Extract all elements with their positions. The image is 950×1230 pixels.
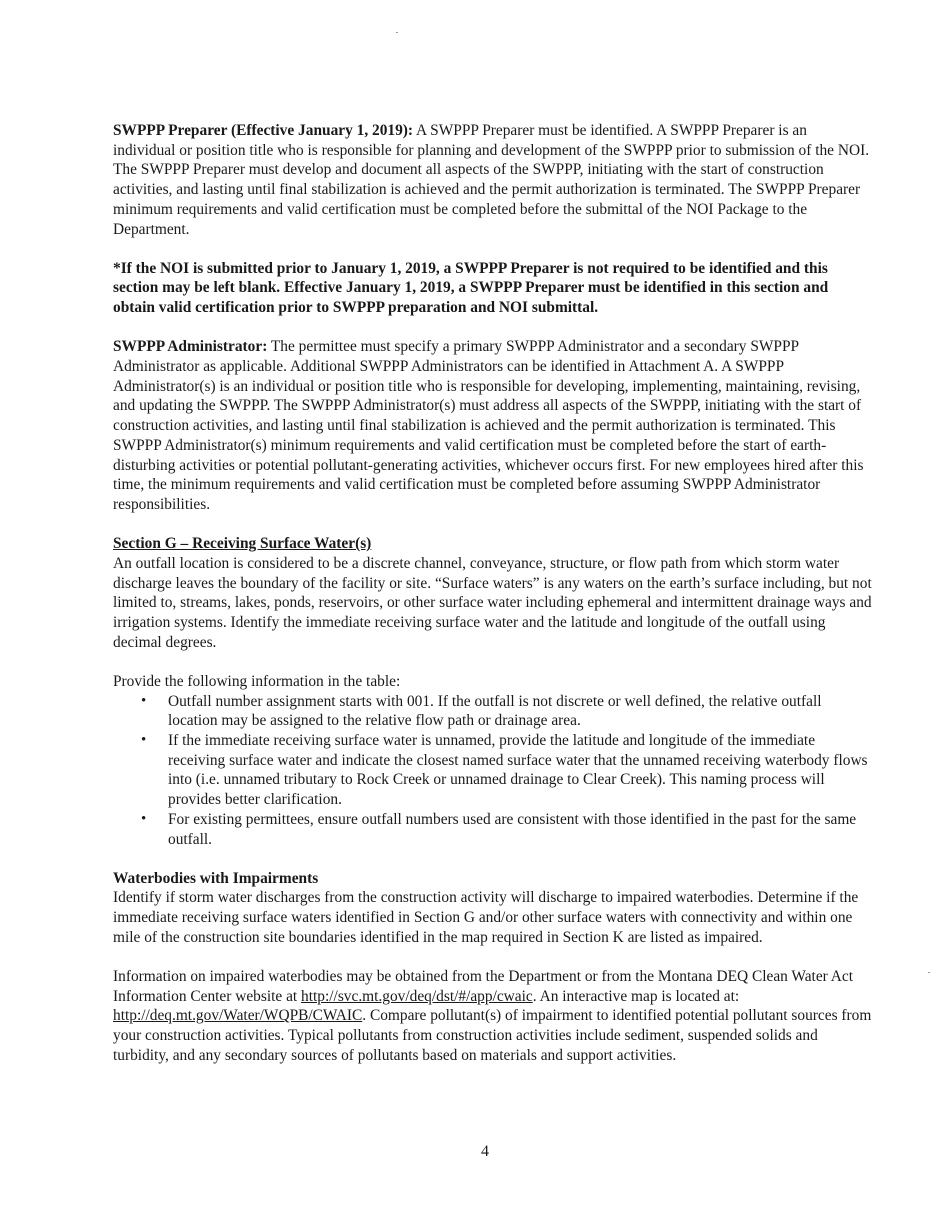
- section-g-heading: Section G – Receiving Surface Water(s): [113, 535, 372, 553]
- preparer-heading: SWPPP Preparer (Effective January 1, 2019):: [113, 122, 414, 139]
- impairments-info-paragraph: [113, 967, 873, 1066]
- cwaic-website-link[interactable]: http://svc.mt.gov/deq/dst/#/app/cwaic: [301, 987, 533, 1005]
- info-text-2: . An interactive map is located at:: [532, 987, 740, 1005]
- administrator-paragraph: [113, 337, 873, 514]
- info-text-3: . Compare pollutant(s) of impairment to identified potential pollutant sources from your construction activities. Typical pollutants from construction activities include sediment, suspended solids and turbidity, and any secondary sources of pollutants based on materials and support activities.: [113, 1007, 872, 1064]
- preparer-note: *If the NOI is submitted prior to January 1, 2019, a SWPPP Preparer is not required to be identified and this section may be left blank. Effective January 1, 2019, a SWPPP Preparer must be identified in this section and obtain valid certification prior to SWPPP preparation and NOI submittal.: [113, 259, 829, 317]
- preparer-text: A SWPPP Preparer must be identified. A SWPPP Preparer is an individual or position title who is responsible for planning and development of the SWPPP prior to submission of the NOI. The SWPPP Preparer must develop and document all aspects of the SWPPP, initiating with the start of construction activities, and lasting until final stabilization is achieved and the permit authorization is terminated. The SWPPP Preparer minimum requirements and valid certification must be completed before the submittal of the NOI Package to the Department.: [113, 122, 870, 238]
- preparer-paragraph: [113, 121, 873, 239]
- bullet-item: • Outfall number assignment starts with 001. If the outfall is not discrete or well defined, the relative outfall location may be assigned to the relative flow path or drainage area.: [113, 692, 873, 731]
- bullet-item: • For existing permittees, ensure outfall numbers used are consistent with those identified in the past for the same outfall.: [113, 810, 873, 849]
- section-g-intro: Provide the following information in the table:: [113, 672, 401, 690]
- scan-speck: [928, 972, 930, 973]
- page-number: 4: [481, 1143, 489, 1160]
- bullet-item: • If the immediate receiving surface water is unnamed, provide the latitude and longitude of the immediate receiving surface water and indicate the closest named surface water that the unnamed receiving waterbody flows into (i.e. unnamed tributary to Rock Creek or unnamed drainage to Clear Creek). This naming process will provides better clarification.: [113, 731, 873, 810]
- impairments-text: Identify if storm water discharges from the construction activity will discharge to impaired waterbodies. Determine if the immediate receiving surface waters identified in Section G and/or other surface waters with connectivity and within one mile of the construction site boundaries identified in the map required in Section K are listed as impaired.: [113, 889, 859, 946]
- interactive-map-link[interactable]: http://deq.mt.gov/Water/WQPB/CWAIC: [113, 1007, 363, 1025]
- info-text-1: Information on impaired waterbodies may be obtained from the Department or from the Montana DEQ Clean Water Act Information Center website at: [113, 968, 853, 1005]
- administrator-heading: SWPPP Administrator:: [113, 338, 268, 356]
- impairments-heading: Waterbodies with Impairments: [113, 869, 319, 887]
- section-g-bullet-list: [113, 692, 873, 850]
- section-g-text: An outfall location is considered to be a discrete channel, conveyance, structure, or flow path from which storm water discharge leaves the boundary of the facility or site. “Surface waters” is any waters on the earth’s surface including, but not limited to, streams, lakes, ponds, reservoirs, or other surface water including ephemeral and intermittent drainage ways and irrigation systems. Identify the immediate receiving surface water and the latitude and longitude of the outfall using decimal degrees.: [113, 554, 872, 651]
- document-page: [113, 121, 873, 1066]
- administrator-text: The permittee must specify a primary SWPPP Administrator and a secondary SWPPP Administrator as applicable. Additional SWPPP Administrators can be identified in Attachment A. A SWPPP Administrator(s) is an individual or position title who is responsible for developing, implementing, maintaining, revising, and updating the SWPPP. The SWPPP Administrator(s) must address all aspects of the SWPPP, initiating with the start of construction activities, and lasting until final stabilization is achieved and the permit authorization is terminated. This SWPPP Administrator(s) minimum requirements and valid certification must be completed before the start of earth-disturbing activities or potential pollutant-generating activities, whichever occurs first. For new employees hired after this time, the minimum requirements and valid certification must be completed before assuming SWPPP Administrator responsibilities.: [113, 338, 864, 513]
- scan-speck: [396, 32, 398, 33]
